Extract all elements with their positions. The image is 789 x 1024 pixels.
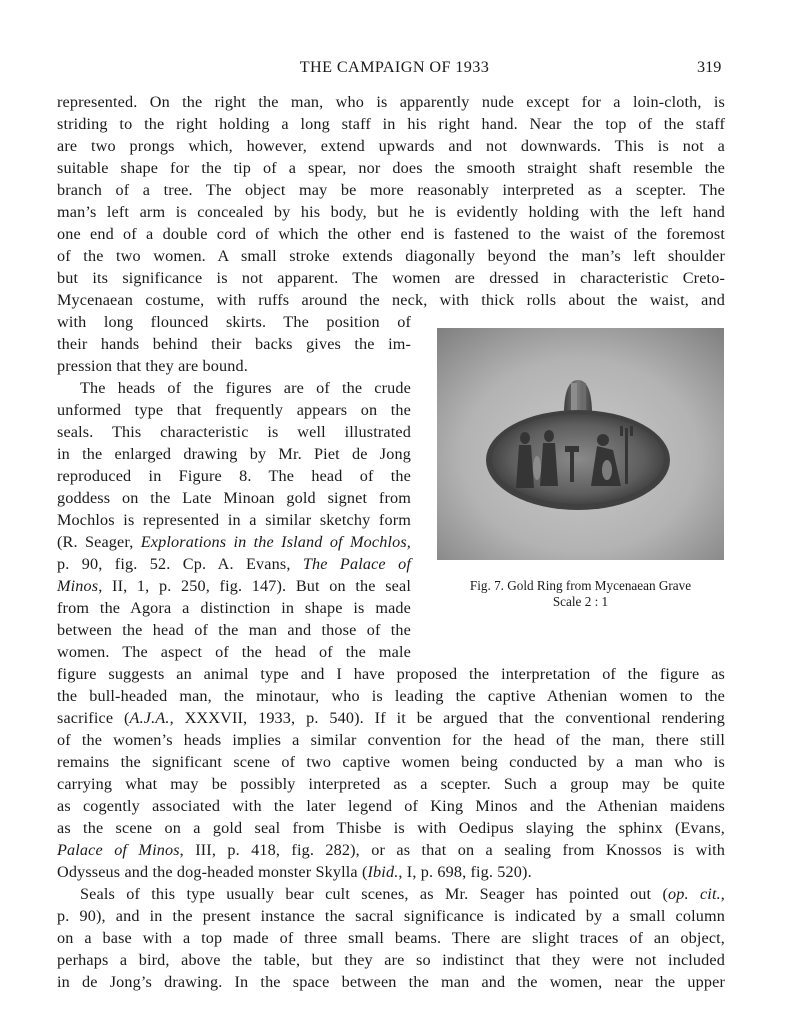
text-line: striding to the right holding a long staff in his right hand. Near the top of the staff	[57, 115, 725, 133]
text-line: in the enlarged drawing by Mr. Piet de Jong	[57, 445, 411, 463]
italic-title: Minos	[57, 577, 99, 595]
text-line: one end of a double cord of which the other end is fastened to the waist of the foremost	[57, 225, 725, 243]
italic-title: Explorations in the Island of Mochlos,	[140, 533, 411, 551]
text-line	[57, 839, 725, 861]
italic-title: A.J.A.	[129, 709, 170, 727]
text-span: p. 90, fig. 52. Cp. A. Evans,	[57, 555, 303, 573]
text-line: perhaps a bird, above the table, but they are so indistinct that they were not included	[57, 951, 725, 969]
text-line: figure suggests an animal type and I have proposed the interpretation of the figure as	[57, 665, 725, 683]
text-line: of the women’s heads implies a similar convention for the head of the man, there still	[57, 731, 725, 749]
italic-title: Palace of Minos	[57, 841, 180, 859]
text-line	[57, 531, 411, 553]
italic-title: The Palace of	[302, 555, 412, 573]
text-line: but its significance is not apparent. The women are dressed in characteristic Creto-	[57, 269, 725, 287]
text-span: Odysseus and the dog-headed monster Skylla (	[57, 863, 368, 881]
text-span: sacrifice (	[57, 709, 130, 727]
text-span: , III, p. 418, fig. 282), or as that on a sealing from Knossos is with	[179, 841, 725, 859]
text-line: Mochlos is represented in a similar sketchy form	[57, 511, 411, 529]
text-line: on a base with a top made of three small beams. There are slight traces of an object,	[57, 929, 725, 947]
text-line: as cogently associated with the later legend of King Minos and the Athenian maidens	[57, 797, 725, 815]
text-line	[80, 883, 725, 905]
caption-scale: Scale 2 : 1	[552, 594, 609, 609]
text-line: reproduced in Figure 8. The head of the	[57, 467, 411, 485]
text-line: with long flounced skirts. The position of	[57, 313, 411, 331]
text-line: Mycenaean costume, with ruffs around the neck, with thick rolls about the waist, and	[57, 291, 725, 309]
italic-title: Ibid.	[367, 863, 399, 881]
text-line: remains the significant scene of two captive women being conducted by a man who is	[57, 753, 725, 771]
text-line: seals. This characteristic is well illustrated	[57, 423, 411, 441]
text-span: Seals of this type usually bear cult scenes, as Mr. Seager has pointed out (	[80, 885, 668, 903]
text-line: The heads of the figures are of the crude	[80, 379, 411, 397]
text-line: between the head of the man and those of the	[57, 621, 411, 639]
text-line: represented. On the right the man, who is apparently nude except for a loin-cloth, is	[57, 93, 725, 111]
figure-caption	[437, 578, 724, 610]
text-line	[57, 575, 411, 597]
text-line: women. The aspect of the head of the male	[57, 643, 411, 661]
running-title: THE CAMPAIGN OF 1933	[299, 58, 490, 76]
text-line: of the two women. A small stroke extends diagonally beyond the man’s left shoulder	[57, 247, 725, 265]
text-line	[57, 861, 725, 883]
text-span: , II, 1, p. 250, fig. 147). But on the seal	[98, 577, 411, 595]
text-line: p. 90), and in the present instance the sacral significance is indicated by a small column	[57, 907, 725, 925]
text-line: unformed type that frequently appears on the	[57, 401, 411, 419]
caption-line: Fig. 7. Gold Ring from Mycenaean Grave	[469, 578, 692, 593]
text-line: suitable shape for the tip of a spear, nor does the smooth straight shaft resemble the	[57, 159, 725, 177]
text-span: , XXXVII, 1933, p. 540). If it be argued that the conventional rendering	[169, 709, 725, 727]
text-line: in de Jong’s drawing. In the space between the man and the women, near the upper	[57, 973, 725, 991]
text-line: as the scene on a gold seal from Thisbe is with Oedipus slaying the sphinx (Evans,	[57, 819, 725, 837]
text-line: from the Agora a distinction in shape is made	[57, 599, 411, 617]
gold-ring-photo	[437, 328, 724, 560]
text-line: carrying what may be possibly interpreted as a scepter. Such a group may be quite	[57, 775, 725, 793]
page-header	[0, 58, 789, 82]
text-span: (R. Seager,	[57, 533, 141, 551]
text-line	[57, 553, 411, 575]
text-line: their hands behind their backs gives the im-	[57, 335, 411, 353]
text-line: branch of a tree. The object may be more reasonably interpreted as a scepter. The	[57, 181, 725, 199]
text-line	[57, 707, 725, 729]
page-number: 319	[697, 58, 722, 76]
text-line: pression that they are bound.	[57, 357, 248, 375]
text-line: man’s left arm is concealed by his body, but he is evidently holding with the left hand	[57, 203, 725, 221]
text-span: ,	[720, 885, 725, 903]
text-line: goddess on the Late Minoan gold signet from	[57, 489, 411, 507]
italic-title: op. cit.	[668, 885, 721, 903]
text-line: are two prongs which, however, extend upwards and not downwards. This is not a	[57, 137, 725, 155]
figure-gold-ring-photo	[437, 328, 724, 560]
text-line: the bull-headed man, the minotaur, who is leading the captive Athenian women to the	[57, 687, 725, 705]
text-span: , I, p. 698, fig. 520).	[398, 863, 532, 881]
